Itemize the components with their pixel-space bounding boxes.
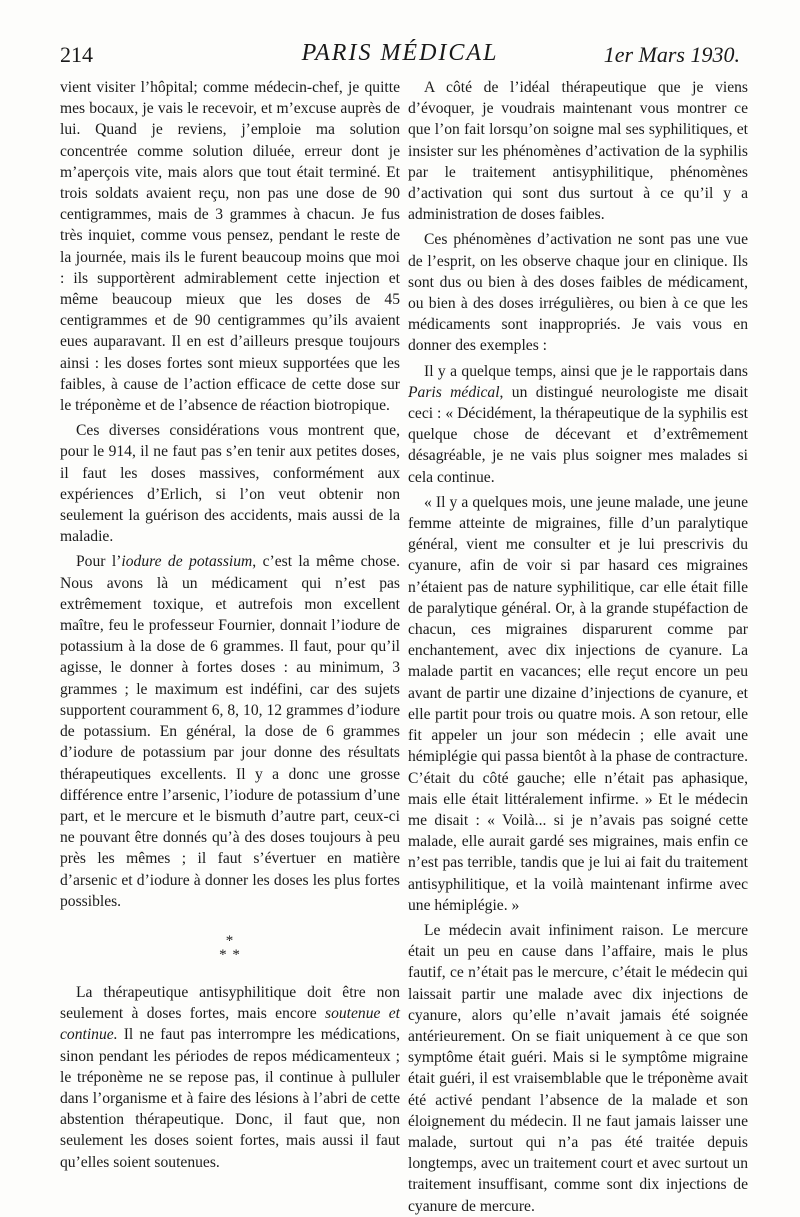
issue-date: 1er Mars 1930. [603,42,740,67]
paragraph: Il y a quelque temps, ainsi que je le rapportais dans Paris médical, un distingué neurologiste me disait ceci : « Décidément, la thérapeutique de la syphilis est quelque chose de décevant et d’extrêmement désagréable, je ne vais plus soigner mes malades si cela continue. [408,362,748,486]
section-separator: * * * [219,932,241,963]
paragraph: Ces diverses considérations vous montrent que, pour le 914, il ne faut pas s’en tenir aux petites doses, il faut les doses massives, conformément aux expériences d’Erlich, si l’on veut obtenir non seulement la guérison des accidents, mais aussi de la maladie. [60,422,400,546]
emphasis: soutenue et continue. [60,1005,400,1044]
left-column [60,77,400,1173]
journal-title: PARIS MÉDICAL [301,40,499,66]
paragraph: La thérapeutique antisyphilitique doit être non seulement à doses fortes, mais encore soutenue et continue. Il ne faut pas interrompre les médications, sinon pendant les périodes de repos médicamenteux ; le tréponème ne se repose pas, il continue à pulluler dans l’organisme et à faire des lésions à l’abri de cette abstention thérapeutique. Donc, il faut que, non seulement les doses soient fortes, mais aussi il faut qu’elles soient soutenues. [60,983,400,1171]
paragraph: A côté de l’idéal thérapeutique que je viens d’évoquer, je voudrais maintenant vous montrer ce que l’on fait lorsqu’on soigne mal ses syphilitiques, et insister sur les phénomènes d’activation de la syphilis par le traitement antisyphilitique, phénomènes d’activation qui sont dus surtout à ce qu’il y a administration de doses faibles. [408,79,748,224]
paragraph: vient visiter l’hôpital; comme médecin-chef, je quitte mes bocaux, je vais le recevoir, et m’excuse auprès de lui. Quand je reviens, j’emploie ma solution concentrée comme solution diluée, erreur dont je m’aperçois vite, mais alors que tout était terminé. Et trois soldats avaient reçu, non pas une dose de 90 centigrammes, mais de 3 grammes à chacun. Je fus très inquiet, comme vous pensez, pendant le reste de la journée, mais ils le furent beaucoup moins que moi : ils supportèrent admirablement cette injection et même beaucoup mieux que les doses de 45 centigrammes et de 90 centigrammes qu’ils avaient eues auparavant. Il en est d’ailleurs presque toujours ainsi : les doses fortes sont mieux supportées que les faibles, à cause de l’action efficace de cette dose sur le tréponème et de l’absence de réaction biotropique. [60,79,400,415]
emphasis: Paris médical [408,383,500,401]
running-header [60,38,740,72]
page-number: 214 [60,42,93,67]
paragraph: Pour l’iodure de potassium, c’est la même chose. Nous avons là un médicament qui n’est pas extrêmement toxique, et autrefois mon excellent maître, feu le professeur Fournier, donnait l’iodure de potassium à la dose de 6 grammes. Il faut, pour qu’il agisse, le donner à fortes doses : au minimum, 3 grammes ; le maximum est indéfini, car des sujets supportent couramment 6, 8, 10, 12 grammes d’iodure de potassium. En général, la dose de 6 grammes d’iodure de potassium par jour donne des résultats thérapeutiques excellents. Il y a donc une grosse différence entre l’arsenic, l’iodure de potassium d’une part, et le mercure et le bismuth d’autre part, ceux-ci ne pouvant être donnés qu’à des doses toujours à peu près les mêmes ; il faut s’évertuer en matière d’arsenic et d’iodure à donner les doses les plus fortes possibles. [60,553,400,910]
paragraph: Ces phénomènes d’activation ne sont pas une vue de l’esprit, on les observe chaque jour en clinique. Ils sont dus ou bien à des doses faibles de médicament, ou bien à des doses irrégulières, ou bien à ce que les médicaments sont inappropriés. Je vais vous en donner des exemples : [408,231,748,355]
emphasis: iodure de potassium [121,553,253,571]
paragraph: Le médecin avait infiniment raison. Le mercure était un peu en cause dans l’affaire, mais le plus fautif, ce n’était pas le mercure, c’était le médecin qui laissait partir une malade avec dix injections de cyanure, alors qu’elle n’avait jamais été soignée antérieurement. On se fiait uniquement à ce que son symptôme était guéri. Mais si le symptôme migraine était guéri, il est vraisemblable que le tréponème avait été activé pendant l’absence de la malade et son éloignement du médecin. Il ne faut jamais laisser une malade, surtout qui n’a pas été traitée depuis longtemps, avec un traitement court et avec surtout un traitement insuffisant, comme sont dix injections de cyanure de mercure. [408,921,748,1215]
right-column [408,77,748,1217]
paragraph: « Il y a quelques mois, une jeune malade, une jeune femme atteinte de migraines, fille d’un paralytique général, vient me consulter et je lui prescrivis du cyanure, afin de voir si par hasard ces migraines n’étaient pas de nature syphilitique, car elle était fille de paralytique général. Or, à la grande stupéfaction de chacun, ces migraines disparurent comme par enchantement, avec dix injections de cyanure. La malade partit en vacances; elle reçut encore un peu avant de partir une dizaine d’injections de cyanure, et elle partit pour trois ou quatre mois. A son retour, elle fit appeler un jour son médecin ; elle avait une hémiplégie qui passa bientôt à la phase de contracture. C’était du côté gauche; elle n’était pas aphasique, mais elle était littéralement infirme. » Et le médecin me disait : « Voilà... si je n’avais pas soigné cette malade, elle aurait gardé ses migraines, mais enfin ce n’est pas terrible, tandis que je lui ai fait du traitement antisyphilitique, et la voilà maintenant infirme avec une hémiplégie. » [408,493,748,914]
